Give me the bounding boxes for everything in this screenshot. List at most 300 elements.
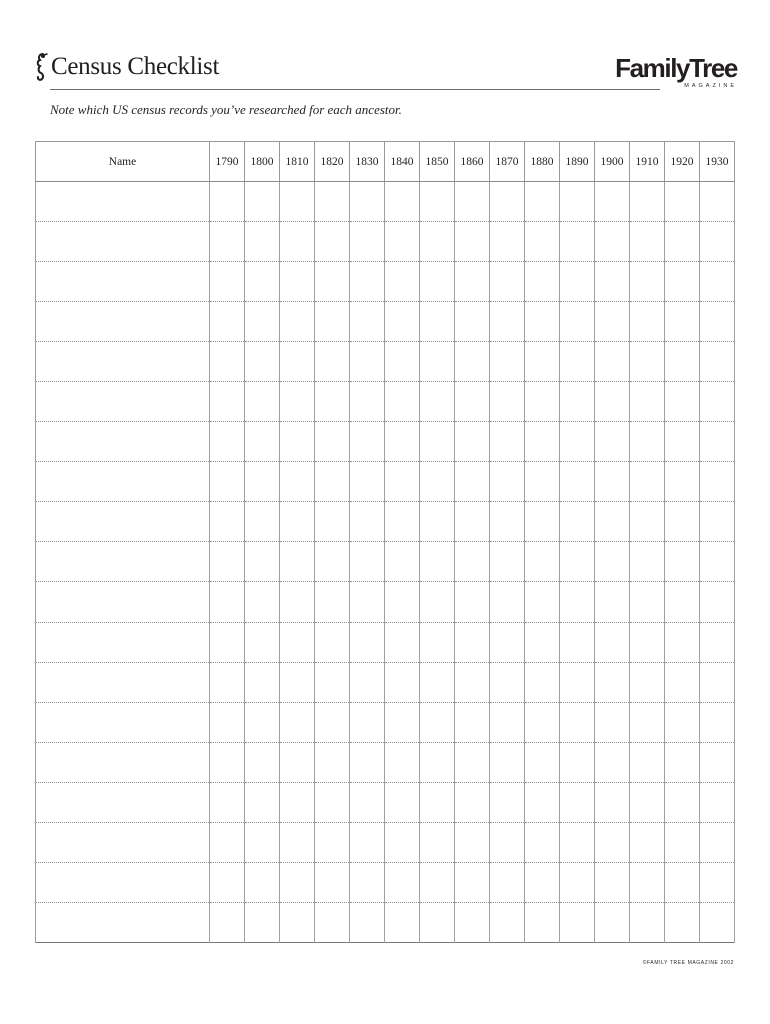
census-1810-cell[interactable] [280, 742, 315, 782]
census-1850-cell[interactable] [420, 782, 455, 822]
census-1820-cell[interactable] [315, 422, 350, 462]
ancestor-name-cell[interactable] [36, 222, 210, 262]
ancestor-name-cell[interactable] [36, 382, 210, 422]
census-1860-cell[interactable] [455, 302, 490, 342]
census-1880-cell[interactable] [525, 662, 560, 702]
census-1900-cell[interactable] [595, 462, 630, 502]
census-1870-cell[interactable] [490, 502, 525, 542]
census-1790-cell[interactable] [210, 862, 245, 902]
census-1840-cell[interactable] [385, 702, 420, 742]
census-1810-cell[interactable] [280, 382, 315, 422]
census-1900-cell[interactable] [595, 422, 630, 462]
census-1930-cell[interactable] [700, 302, 735, 342]
ancestor-name-cell[interactable] [36, 582, 210, 622]
census-1800-cell[interactable] [245, 862, 280, 902]
census-1920-cell[interactable] [665, 702, 700, 742]
census-1870-cell[interactable] [490, 542, 525, 582]
census-1920-cell[interactable] [665, 302, 700, 342]
census-1880-cell[interactable] [525, 302, 560, 342]
census-1900-cell[interactable] [595, 702, 630, 742]
census-1890-cell[interactable] [560, 822, 595, 862]
census-1910-cell[interactable] [630, 782, 665, 822]
census-1930-cell[interactable] [700, 422, 735, 462]
census-1800-cell[interactable] [245, 822, 280, 862]
census-1840-cell[interactable] [385, 302, 420, 342]
census-1860-cell[interactable] [455, 222, 490, 262]
census-1930-cell[interactable] [700, 902, 735, 942]
census-1860-cell[interactable] [455, 702, 490, 742]
census-1900-cell[interactable] [595, 342, 630, 382]
census-1810-cell[interactable] [280, 302, 315, 342]
ancestor-name-cell[interactable] [36, 742, 210, 782]
ancestor-name-cell[interactable] [36, 662, 210, 702]
census-1820-cell[interactable] [315, 902, 350, 942]
census-1800-cell[interactable] [245, 462, 280, 502]
census-1920-cell[interactable] [665, 822, 700, 862]
census-1920-cell[interactable] [665, 222, 700, 262]
census-1920-cell[interactable] [665, 622, 700, 662]
census-1850-cell[interactable] [420, 422, 455, 462]
census-1930-cell[interactable] [700, 462, 735, 502]
census-1920-cell[interactable] [665, 262, 700, 302]
census-1900-cell[interactable] [595, 542, 630, 582]
census-1840-cell[interactable] [385, 382, 420, 422]
census-1790-cell[interactable] [210, 342, 245, 382]
census-1860-cell[interactable] [455, 182, 490, 222]
census-1840-cell[interactable] [385, 342, 420, 382]
census-1920-cell[interactable] [665, 582, 700, 622]
census-1830-cell[interactable] [350, 502, 385, 542]
census-1810-cell[interactable] [280, 462, 315, 502]
census-1930-cell[interactable] [700, 662, 735, 702]
census-1840-cell[interactable] [385, 662, 420, 702]
census-1890-cell[interactable] [560, 782, 595, 822]
ancestor-name-cell[interactable] [36, 462, 210, 502]
ancestor-name-cell[interactable] [36, 262, 210, 302]
ancestor-name-cell[interactable] [36, 862, 210, 902]
census-1830-cell[interactable] [350, 182, 385, 222]
census-1890-cell[interactable] [560, 742, 595, 782]
census-1840-cell[interactable] [385, 782, 420, 822]
census-1880-cell[interactable] [525, 462, 560, 502]
census-1860-cell[interactable] [455, 262, 490, 302]
census-1790-cell[interactable] [210, 182, 245, 222]
census-1900-cell[interactable] [595, 182, 630, 222]
census-1910-cell[interactable] [630, 702, 665, 742]
census-1790-cell[interactable] [210, 502, 245, 542]
census-1810-cell[interactable] [280, 222, 315, 262]
census-1880-cell[interactable] [525, 622, 560, 662]
census-1820-cell[interactable] [315, 342, 350, 382]
census-1790-cell[interactable] [210, 542, 245, 582]
census-1850-cell[interactable] [420, 462, 455, 502]
census-1870-cell[interactable] [490, 342, 525, 382]
census-1930-cell[interactable] [700, 542, 735, 582]
ancestor-name-cell[interactable] [36, 542, 210, 582]
census-1880-cell[interactable] [525, 502, 560, 542]
census-1790-cell[interactable] [210, 422, 245, 462]
census-1850-cell[interactable] [420, 262, 455, 302]
census-1930-cell[interactable] [700, 822, 735, 862]
census-1880-cell[interactable] [525, 742, 560, 782]
census-1790-cell[interactable] [210, 702, 245, 742]
census-1880-cell[interactable] [525, 262, 560, 302]
census-1910-cell[interactable] [630, 502, 665, 542]
census-1810-cell[interactable] [280, 862, 315, 902]
census-1910-cell[interactable] [630, 382, 665, 422]
census-1830-cell[interactable] [350, 542, 385, 582]
census-1850-cell[interactable] [420, 742, 455, 782]
census-1790-cell[interactable] [210, 262, 245, 302]
census-1890-cell[interactable] [560, 222, 595, 262]
census-1820-cell[interactable] [315, 542, 350, 582]
census-1850-cell[interactable] [420, 382, 455, 422]
census-1920-cell[interactable] [665, 182, 700, 222]
census-1910-cell[interactable] [630, 222, 665, 262]
census-1800-cell[interactable] [245, 382, 280, 422]
census-1810-cell[interactable] [280, 662, 315, 702]
census-1890-cell[interactable] [560, 182, 595, 222]
census-1820-cell[interactable] [315, 702, 350, 742]
census-1820-cell[interactable] [315, 822, 350, 862]
census-1870-cell[interactable] [490, 662, 525, 702]
census-1880-cell[interactable] [525, 382, 560, 422]
census-1830-cell[interactable] [350, 742, 385, 782]
census-1880-cell[interactable] [525, 342, 560, 382]
census-1900-cell[interactable] [595, 902, 630, 942]
census-1910-cell[interactable] [630, 422, 665, 462]
census-1840-cell[interactable] [385, 222, 420, 262]
census-1860-cell[interactable] [455, 542, 490, 582]
census-1820-cell[interactable] [315, 782, 350, 822]
census-1880-cell[interactable] [525, 582, 560, 622]
census-1910-cell[interactable] [630, 662, 665, 702]
census-1790-cell[interactable] [210, 462, 245, 502]
census-1810-cell[interactable] [280, 422, 315, 462]
census-1930-cell[interactable] [700, 862, 735, 902]
census-1870-cell[interactable] [490, 782, 525, 822]
census-1930-cell[interactable] [700, 502, 735, 542]
census-1820-cell[interactable] [315, 582, 350, 622]
census-1820-cell[interactable] [315, 182, 350, 222]
census-1920-cell[interactable] [665, 782, 700, 822]
census-1790-cell[interactable] [210, 742, 245, 782]
census-1840-cell[interactable] [385, 622, 420, 662]
census-1830-cell[interactable] [350, 222, 385, 262]
census-1930-cell[interactable] [700, 382, 735, 422]
census-1870-cell[interactable] [490, 742, 525, 782]
census-1800-cell[interactable] [245, 302, 280, 342]
census-1830-cell[interactable] [350, 462, 385, 502]
census-1870-cell[interactable] [490, 702, 525, 742]
census-1790-cell[interactable] [210, 822, 245, 862]
census-1890-cell[interactable] [560, 262, 595, 302]
census-1840-cell[interactable] [385, 462, 420, 502]
census-1880-cell[interactable] [525, 822, 560, 862]
census-1800-cell[interactable] [245, 502, 280, 542]
census-1840-cell[interactable] [385, 502, 420, 542]
census-1820-cell[interactable] [315, 382, 350, 422]
census-1830-cell[interactable] [350, 582, 385, 622]
census-1910-cell[interactable] [630, 262, 665, 302]
census-1890-cell[interactable] [560, 582, 595, 622]
census-1910-cell[interactable] [630, 862, 665, 902]
census-1870-cell[interactable] [490, 822, 525, 862]
census-1890-cell[interactable] [560, 862, 595, 902]
census-1800-cell[interactable] [245, 902, 280, 942]
census-1930-cell[interactable] [700, 182, 735, 222]
census-1870-cell[interactable] [490, 182, 525, 222]
census-1900-cell[interactable] [595, 302, 630, 342]
census-1810-cell[interactable] [280, 782, 315, 822]
census-1870-cell[interactable] [490, 222, 525, 262]
census-1870-cell[interactable] [490, 622, 525, 662]
census-1830-cell[interactable] [350, 822, 385, 862]
census-1910-cell[interactable] [630, 622, 665, 662]
census-1830-cell[interactable] [350, 902, 385, 942]
census-1850-cell[interactable] [420, 342, 455, 382]
census-1830-cell[interactable] [350, 262, 385, 302]
census-1800-cell[interactable] [245, 182, 280, 222]
census-1930-cell[interactable] [700, 782, 735, 822]
census-1930-cell[interactable] [700, 702, 735, 742]
census-1890-cell[interactable] [560, 542, 595, 582]
census-1910-cell[interactable] [630, 582, 665, 622]
ancestor-name-cell[interactable] [36, 422, 210, 462]
census-1810-cell[interactable] [280, 542, 315, 582]
census-1900-cell[interactable] [595, 502, 630, 542]
census-1890-cell[interactable] [560, 382, 595, 422]
ancestor-name-cell[interactable] [36, 822, 210, 862]
census-1850-cell[interactable] [420, 542, 455, 582]
census-1860-cell[interactable] [455, 662, 490, 702]
census-1900-cell[interactable] [595, 222, 630, 262]
census-1920-cell[interactable] [665, 462, 700, 502]
census-1840-cell[interactable] [385, 822, 420, 862]
census-1860-cell[interactable] [455, 782, 490, 822]
census-1810-cell[interactable] [280, 262, 315, 302]
census-1850-cell[interactable] [420, 702, 455, 742]
census-1930-cell[interactable] [700, 742, 735, 782]
census-1880-cell[interactable] [525, 902, 560, 942]
census-1890-cell[interactable] [560, 462, 595, 502]
census-1840-cell[interactable] [385, 422, 420, 462]
census-1850-cell[interactable] [420, 182, 455, 222]
census-1880-cell[interactable] [525, 702, 560, 742]
census-1920-cell[interactable] [665, 862, 700, 902]
census-1830-cell[interactable] [350, 702, 385, 742]
census-1790-cell[interactable] [210, 302, 245, 342]
census-1850-cell[interactable] [420, 662, 455, 702]
census-1860-cell[interactable] [455, 622, 490, 662]
census-1890-cell[interactable] [560, 502, 595, 542]
census-1840-cell[interactable] [385, 582, 420, 622]
census-1800-cell[interactable] [245, 262, 280, 302]
census-1900-cell[interactable] [595, 262, 630, 302]
ancestor-name-cell[interactable] [36, 702, 210, 742]
census-1870-cell[interactable] [490, 382, 525, 422]
census-1880-cell[interactable] [525, 222, 560, 262]
ancestor-name-cell[interactable] [36, 182, 210, 222]
census-1900-cell[interactable] [595, 822, 630, 862]
census-1810-cell[interactable] [280, 622, 315, 662]
census-1890-cell[interactable] [560, 662, 595, 702]
census-1900-cell[interactable] [595, 382, 630, 422]
census-1870-cell[interactable] [490, 262, 525, 302]
census-1900-cell[interactable] [595, 622, 630, 662]
census-1800-cell[interactable] [245, 582, 280, 622]
census-1820-cell[interactable] [315, 462, 350, 502]
census-1840-cell[interactable] [385, 262, 420, 302]
census-1890-cell[interactable] [560, 702, 595, 742]
census-1810-cell[interactable] [280, 582, 315, 622]
census-1870-cell[interactable] [490, 862, 525, 902]
census-1870-cell[interactable] [490, 422, 525, 462]
census-1800-cell[interactable] [245, 782, 280, 822]
census-1860-cell[interactable] [455, 902, 490, 942]
census-1790-cell[interactable] [210, 782, 245, 822]
census-1810-cell[interactable] [280, 822, 315, 862]
census-1920-cell[interactable] [665, 902, 700, 942]
census-1870-cell[interactable] [490, 302, 525, 342]
ancestor-name-cell[interactable] [36, 782, 210, 822]
ancestor-name-cell[interactable] [36, 342, 210, 382]
census-1860-cell[interactable] [455, 422, 490, 462]
census-1810-cell[interactable] [280, 502, 315, 542]
census-1800-cell[interactable] [245, 662, 280, 702]
census-1910-cell[interactable] [630, 182, 665, 222]
census-1840-cell[interactable] [385, 902, 420, 942]
census-1850-cell[interactable] [420, 502, 455, 542]
census-1920-cell[interactable] [665, 662, 700, 702]
census-1860-cell[interactable] [455, 382, 490, 422]
census-1810-cell[interactable] [280, 902, 315, 942]
census-1910-cell[interactable] [630, 822, 665, 862]
census-1900-cell[interactable] [595, 742, 630, 782]
census-1830-cell[interactable] [350, 382, 385, 422]
census-1890-cell[interactable] [560, 342, 595, 382]
census-1860-cell[interactable] [455, 582, 490, 622]
census-1800-cell[interactable] [245, 222, 280, 262]
census-1830-cell[interactable] [350, 622, 385, 662]
census-1910-cell[interactable] [630, 462, 665, 502]
census-1850-cell[interactable] [420, 622, 455, 662]
census-1800-cell[interactable] [245, 622, 280, 662]
census-1930-cell[interactable] [700, 262, 735, 302]
census-1850-cell[interactable] [420, 582, 455, 622]
census-1790-cell[interactable] [210, 622, 245, 662]
census-1930-cell[interactable] [700, 222, 735, 262]
census-1820-cell[interactable] [315, 262, 350, 302]
census-1860-cell[interactable] [455, 822, 490, 862]
census-1890-cell[interactable] [560, 302, 595, 342]
census-1860-cell[interactable] [455, 342, 490, 382]
census-1840-cell[interactable] [385, 742, 420, 782]
census-1870-cell[interactable] [490, 902, 525, 942]
census-1910-cell[interactable] [630, 342, 665, 382]
census-1840-cell[interactable] [385, 542, 420, 582]
census-1830-cell[interactable] [350, 422, 385, 462]
census-1820-cell[interactable] [315, 222, 350, 262]
census-1830-cell[interactable] [350, 662, 385, 702]
ancestor-name-cell[interactable] [36, 302, 210, 342]
census-1790-cell[interactable] [210, 382, 245, 422]
census-1880-cell[interactable] [525, 862, 560, 902]
census-1920-cell[interactable] [665, 422, 700, 462]
census-1890-cell[interactable] [560, 902, 595, 942]
census-1900-cell[interactable] [595, 582, 630, 622]
census-1810-cell[interactable] [280, 342, 315, 382]
census-1820-cell[interactable] [315, 862, 350, 902]
census-1850-cell[interactable] [420, 302, 455, 342]
census-1790-cell[interactable] [210, 662, 245, 702]
census-1850-cell[interactable] [420, 902, 455, 942]
census-1840-cell[interactable] [385, 182, 420, 222]
census-1830-cell[interactable] [350, 342, 385, 382]
census-1820-cell[interactable] [315, 622, 350, 662]
census-1810-cell[interactable] [280, 182, 315, 222]
census-1920-cell[interactable] [665, 382, 700, 422]
census-1900-cell[interactable] [595, 662, 630, 702]
census-1800-cell[interactable] [245, 702, 280, 742]
census-1870-cell[interactable] [490, 462, 525, 502]
census-1790-cell[interactable] [210, 222, 245, 262]
census-1790-cell[interactable] [210, 582, 245, 622]
census-1860-cell[interactable] [455, 502, 490, 542]
census-1830-cell[interactable] [350, 302, 385, 342]
census-1910-cell[interactable] [630, 742, 665, 782]
census-1820-cell[interactable] [315, 742, 350, 782]
ancestor-name-cell[interactable] [36, 902, 210, 942]
census-1910-cell[interactable] [630, 542, 665, 582]
census-1920-cell[interactable] [665, 502, 700, 542]
census-1910-cell[interactable] [630, 902, 665, 942]
census-1850-cell[interactable] [420, 822, 455, 862]
census-1860-cell[interactable] [455, 462, 490, 502]
census-1880-cell[interactable] [525, 542, 560, 582]
census-1920-cell[interactable] [665, 742, 700, 782]
census-1880-cell[interactable] [525, 182, 560, 222]
census-1870-cell[interactable] [490, 582, 525, 622]
ancestor-name-cell[interactable] [36, 502, 210, 542]
census-1840-cell[interactable] [385, 862, 420, 902]
census-1830-cell[interactable] [350, 862, 385, 902]
census-1890-cell[interactable] [560, 622, 595, 662]
census-1860-cell[interactable] [455, 742, 490, 782]
census-1800-cell[interactable] [245, 542, 280, 582]
census-1920-cell[interactable] [665, 342, 700, 382]
census-1800-cell[interactable] [245, 342, 280, 382]
census-1900-cell[interactable] [595, 862, 630, 902]
census-1800-cell[interactable] [245, 742, 280, 782]
census-1790-cell[interactable] [210, 902, 245, 942]
census-1820-cell[interactable] [315, 302, 350, 342]
census-1820-cell[interactable] [315, 662, 350, 702]
census-1830-cell[interactable] [350, 782, 385, 822]
census-1860-cell[interactable] [455, 862, 490, 902]
census-1880-cell[interactable] [525, 422, 560, 462]
census-1800-cell[interactable] [245, 422, 280, 462]
ancestor-name-cell[interactable] [36, 622, 210, 662]
census-1880-cell[interactable] [525, 782, 560, 822]
census-1890-cell[interactable] [560, 422, 595, 462]
census-1810-cell[interactable] [280, 702, 315, 742]
census-1850-cell[interactable] [420, 222, 455, 262]
census-1920-cell[interactable] [665, 542, 700, 582]
census-1930-cell[interactable] [700, 342, 735, 382]
census-1900-cell[interactable] [595, 782, 630, 822]
census-1850-cell[interactable] [420, 862, 455, 902]
